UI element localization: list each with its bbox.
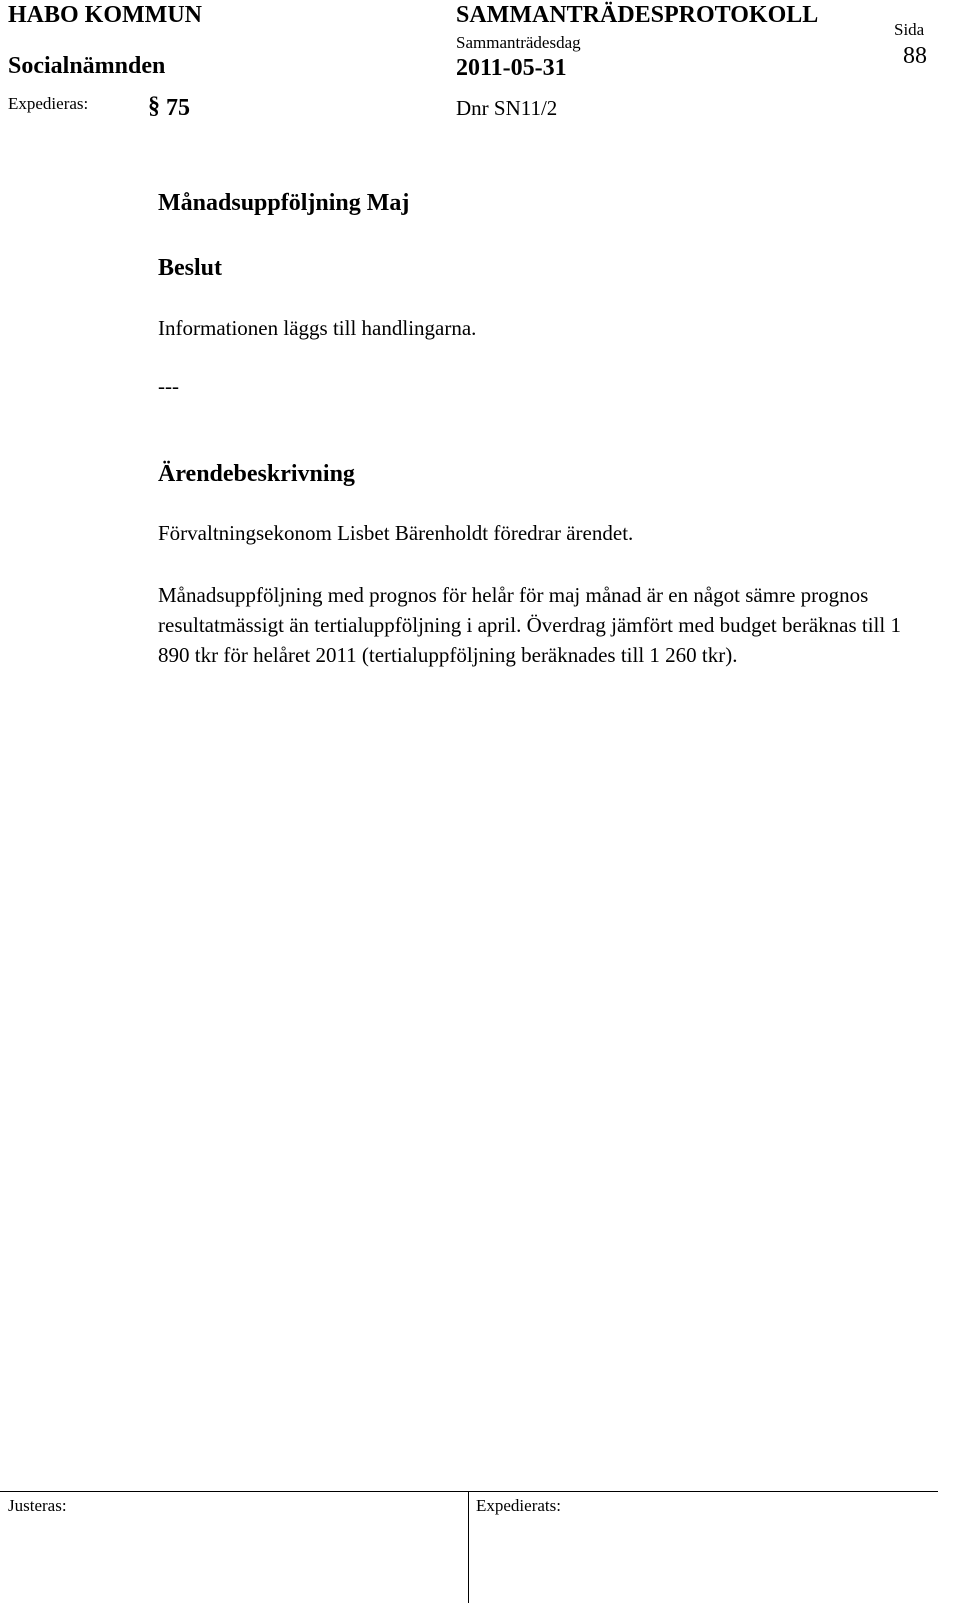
section-number: 75 (166, 95, 190, 121)
section-mark: § (148, 93, 160, 119)
board-name: Socialnämnden (8, 53, 166, 79)
presenter-text: Förvaltningsekonom Lisbet Bärenholdt föredrar ärendet. (158, 521, 634, 545)
meeting-date-label: Sammanträdesdag (456, 33, 581, 52)
decision-text: Informationen läggs till handlingarna. (158, 316, 477, 340)
document-type: SAMMANTRÄDESPROTOKOLL (456, 2, 819, 28)
certified-label: Justeras: (8, 1496, 67, 1515)
dispatched-label: Expedieras: (8, 94, 89, 113)
footer-dispatched-label: Expedierats: (476, 1496, 561, 1515)
page-label: Sida (894, 20, 925, 39)
decision-heading: Beslut (158, 255, 223, 281)
page-title: Månadsuppföljning Maj (158, 190, 410, 216)
meeting-date: 2011-05-31 (456, 55, 567, 81)
description-paragraph: Månadsuppföljning med prognos för helår för maj månad är en något sämre prognos resultatmässigt än tertialuppföljning i april. Överdrag jämfört med budget beräknas till 1 890 tkr för helåret 2011 (tertialuppföljning beräknades till 1 260 tkr). (158, 583, 901, 667)
separator: --- (158, 374, 179, 398)
footer-divider (468, 1491, 469, 1603)
registration-number: Dnr SN11/2 (456, 96, 558, 120)
footer-rule (0, 1491, 938, 1492)
description-heading: Ärendebeskrivning (158, 461, 355, 487)
organization-name: HABO KOMMUN (8, 2, 202, 28)
page-number: 88 (903, 43, 927, 69)
